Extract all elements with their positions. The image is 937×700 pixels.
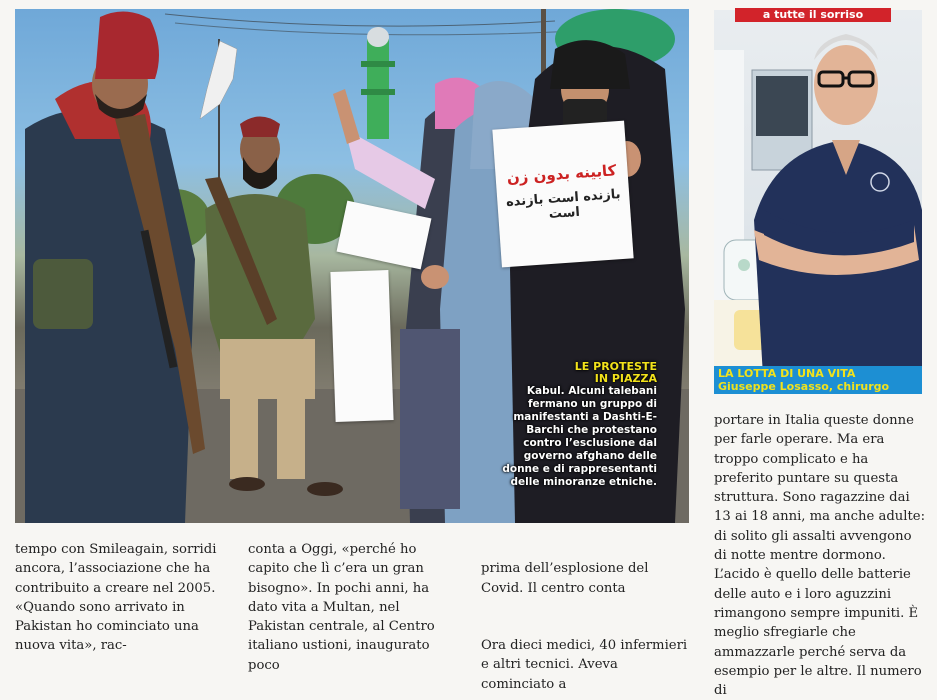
- article-column-3-paragraph-2: Ora dieci medici, 40 infermieri e altri tecnici. Aveva cominciato a: [481, 638, 688, 692]
- protest-sign-line2: بازنده است بازنده است: [505, 187, 622, 223]
- doctor-illustration: [714, 10, 922, 394]
- article-column-4: portare in Italia queste donne per farle operare. Ma era troppo complicato e ha preferito puntare su questa struttura. Sono ragazzine dai 13 ai 18 anni, ma anche adulte: di solito gli assalti avvengono di notte mentre dormono. L’acido è quello delle batterie delle auto e i loro aguzzini rimangono sempre impuniti. È meglio sfregiarle che ammazzarle perché serva da esempio per le altre. Il numero di: [714, 413, 926, 699]
- caption-body: Kabul. Alcuni talebani fermano un gruppo di manifestanti a Dashti-E-Barchi che protestano contro l’esclusione dal governo afghano delle donne e di rappresentanti delle minoranze etniche.: [502, 385, 657, 488]
- section-banner: a tutte il sorriso: [735, 8, 891, 22]
- doctor-photo-caption: [714, 366, 922, 394]
- article-column-1: tempo con Smileagain, sorridi ancora, l’associazione che ha contribuito a creare nel 2005. «Quando sono arrivato in Pakistan ho cominciato una nuova vita», rac-: [15, 542, 217, 654]
- doctor-caption-title: LA LOTTA DI UNA VITA: [718, 367, 856, 380]
- doctor-caption-subtitle: Giuseppe Losasso, chirurgo: [718, 380, 890, 393]
- caption-heading-line1: LE PROTESTE: [574, 360, 657, 373]
- doctor-photo: [714, 10, 922, 394]
- tall-protest-sign: [330, 270, 393, 422]
- protest-sign-line1: کابینه بدون زن: [506, 161, 617, 187]
- article-column-2: conta a Oggi, «perché ho capito che lì c’era un gran bisogno». In pochi anni, ha dato vita a Multan, nel Pakistan centrale, al Centro italiano ustioni, inaugurato poco: [248, 542, 435, 673]
- protest-sign: [492, 121, 633, 268]
- article-column-3: [481, 540, 693, 694]
- protest-photo: [15, 9, 689, 523]
- article-column-3-paragraph-1: prima dell’esplosione del Covid. Il centro conta: [481, 561, 649, 596]
- caption-heading-line2: IN PIAZZA: [594, 372, 657, 385]
- protest-photo-caption: [487, 361, 657, 489]
